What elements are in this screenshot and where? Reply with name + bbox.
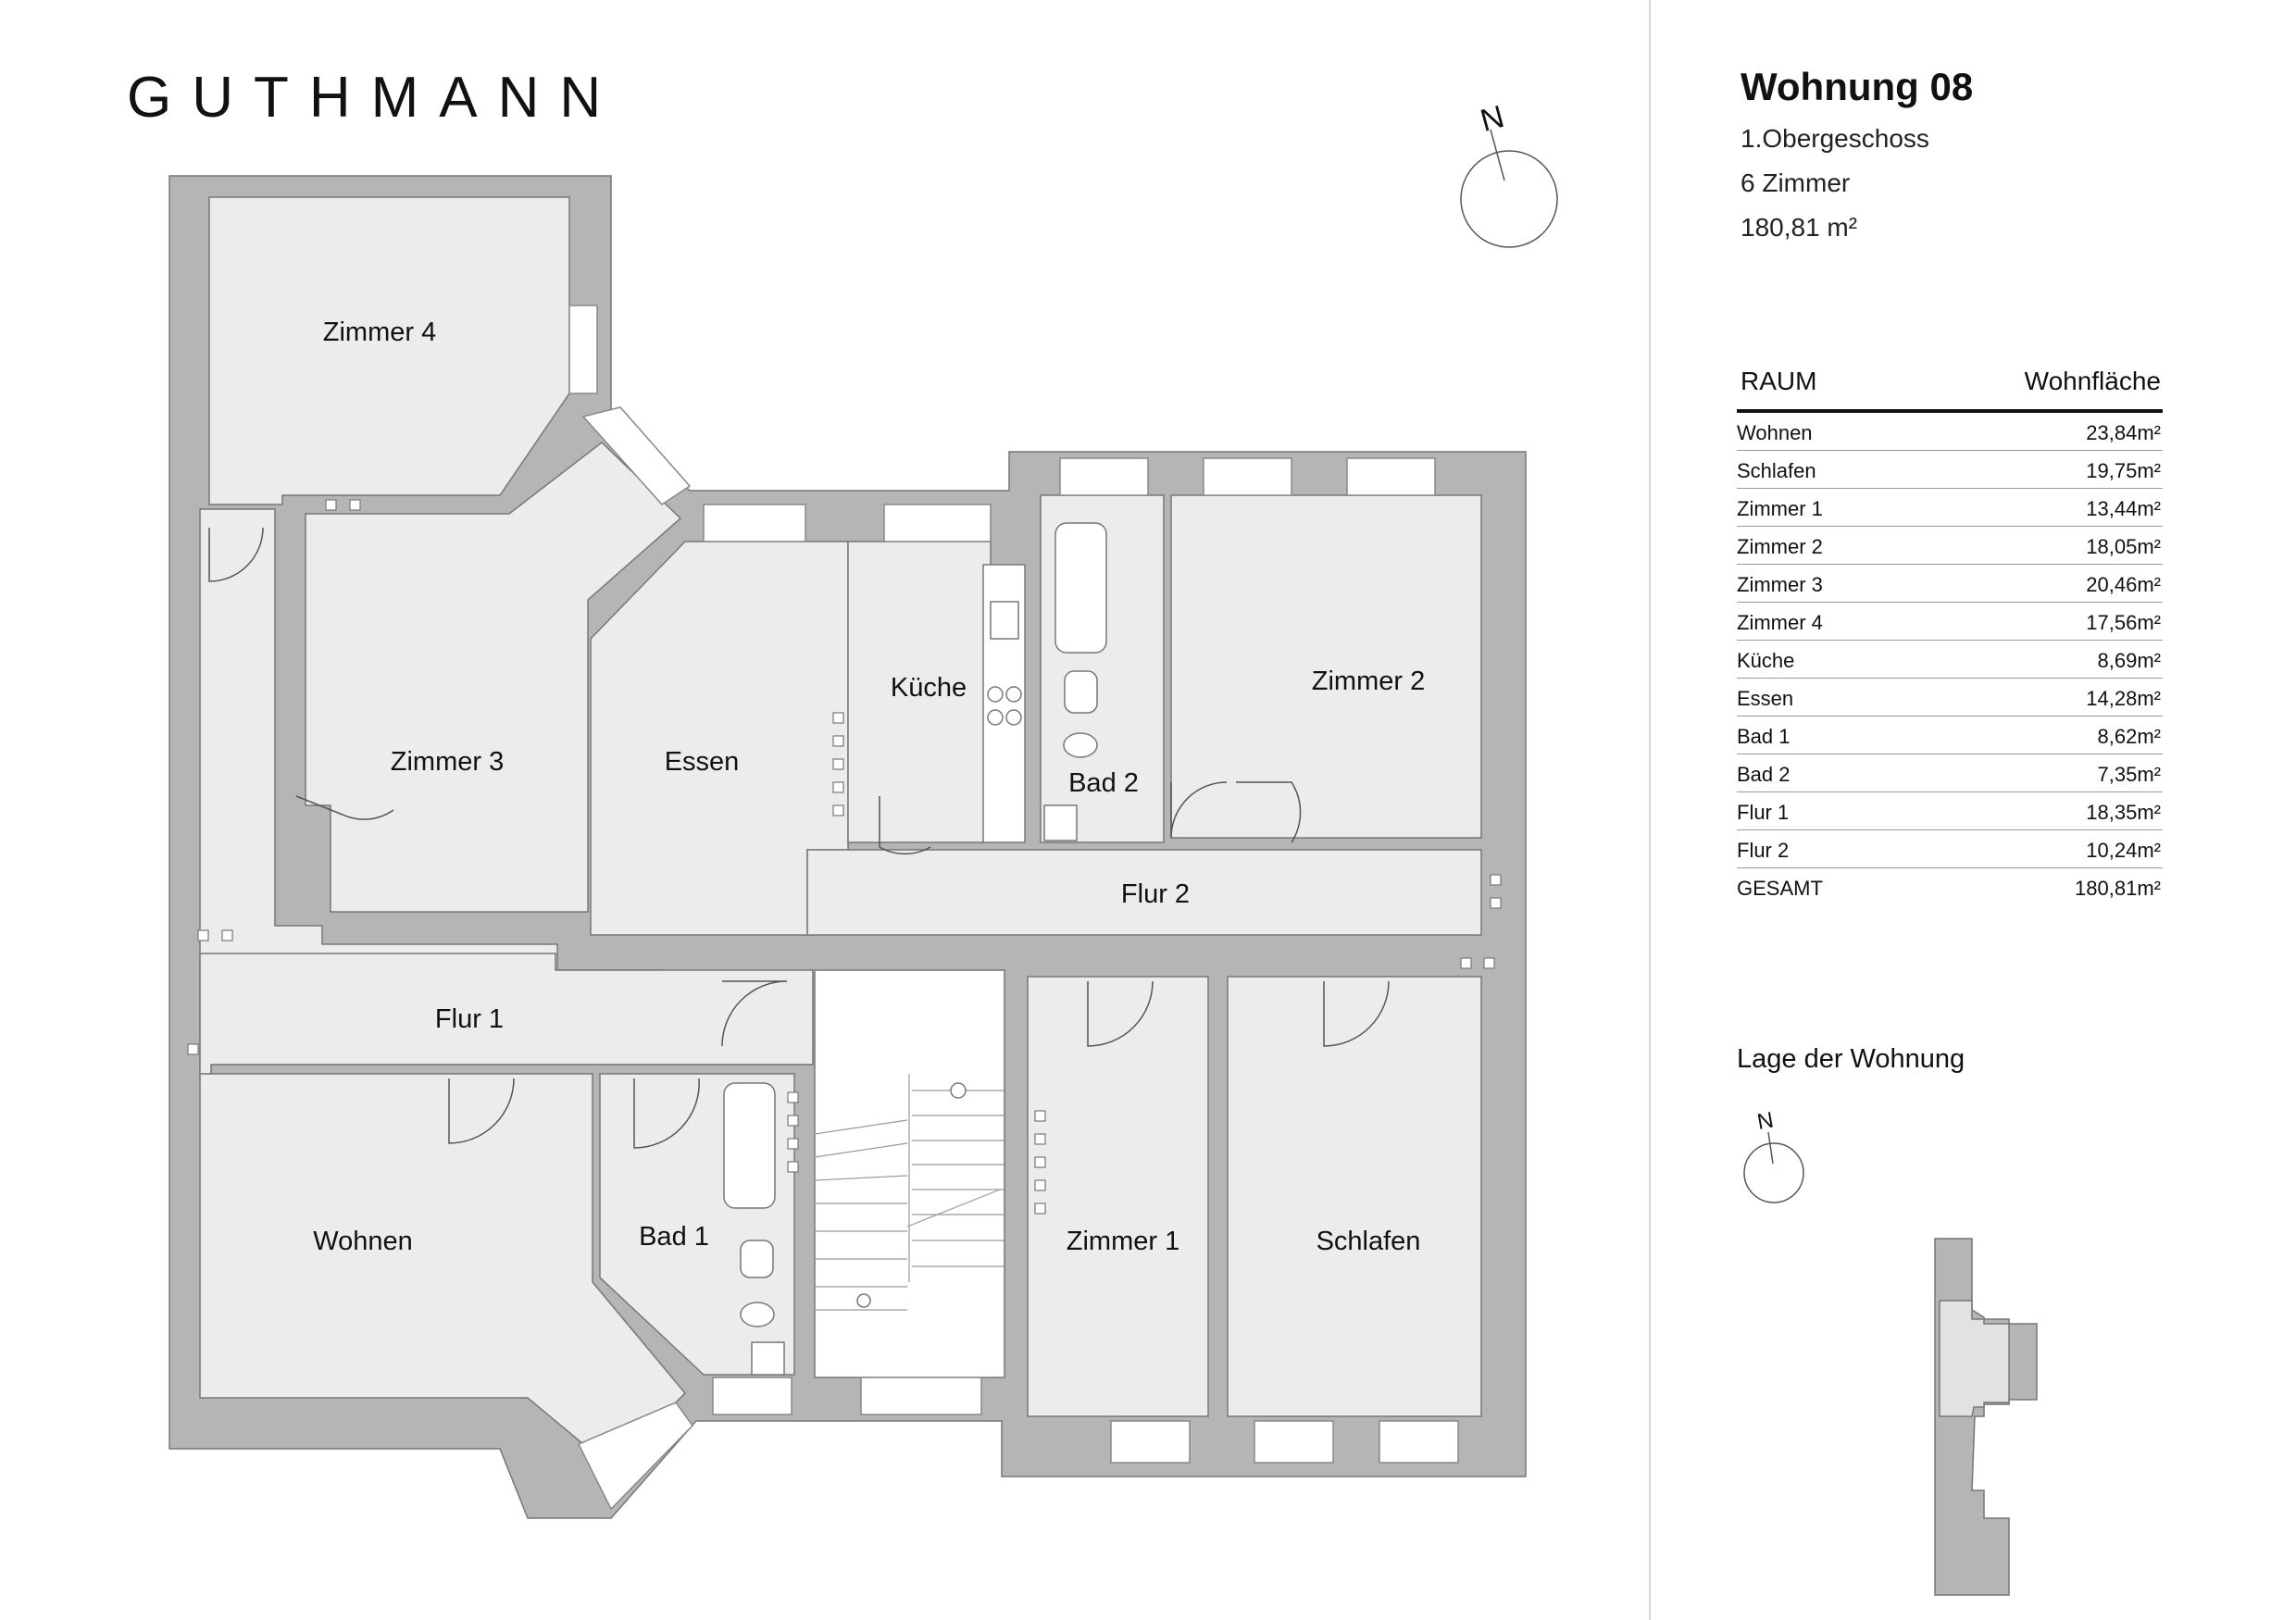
staircase	[815, 970, 1004, 1377]
row-room: Zimmer 4	[1737, 611, 1823, 634]
table-row	[1737, 451, 2163, 489]
label-flur2: Flur 2	[1120, 879, 1191, 909]
room-flur1	[200, 953, 813, 1074]
table-row	[1737, 641, 2163, 679]
table-row	[1737, 754, 2163, 792]
row-area: 14,28m²	[2086, 687, 2161, 710]
apartment-rooms: 6 Zimmer	[1741, 168, 1851, 197]
row-room: Zimmer 2	[1737, 535, 1823, 558]
table-row	[1737, 717, 2163, 754]
row-room: Wohnen	[1737, 421, 1813, 444]
total-label: GESAMT	[1737, 877, 1823, 900]
compass-icon	[1461, 99, 1557, 247]
table-header	[1737, 361, 2163, 413]
apartment-floor: 1.Obergeschoss	[1741, 124, 1929, 153]
table-row	[1737, 565, 2163, 603]
row-room: Schlafen	[1737, 459, 1816, 482]
label-zimmer1: Zimmer 1	[1066, 1227, 1180, 1256]
building-outline	[1935, 1239, 2037, 1595]
row-room: Bad 2	[1737, 763, 1791, 786]
row-area: 18,35m²	[2086, 801, 2161, 824]
row-area: 18,05m²	[2086, 535, 2161, 558]
location-north-label: N	[1755, 1107, 1776, 1135]
row-area: 8,69m²	[2097, 649, 2161, 672]
location-title: Lage der Wohnung	[1737, 1044, 1965, 1074]
col-room-header: RAUM	[1741, 367, 1817, 395]
apartment-area: 180,81 m²	[1741, 213, 1858, 242]
label-zimmer2: Zimmer 2	[1311, 667, 1426, 696]
row-room: Bad 1	[1737, 725, 1791, 748]
row-room: Flur 2	[1737, 839, 1790, 862]
table-total-row	[1737, 868, 2163, 905]
row-room: Zimmer 3	[1737, 573, 1823, 596]
area-table	[1737, 361, 2163, 905]
row-area: 7,35m²	[2097, 763, 2161, 786]
row-area: 17,56m²	[2086, 611, 2161, 634]
location-map	[1731, 1097, 2157, 1615]
table-row	[1737, 792, 2163, 830]
table-row	[1737, 603, 2163, 641]
total-area: 180,81m²	[2075, 877, 2161, 900]
brand-logo: GUTHMANN	[127, 66, 622, 130]
col-area-header: Wohnfläche	[2024, 367, 2161, 395]
row-area: 19,75m²	[2086, 459, 2161, 482]
label-kueche: Küche	[890, 673, 967, 703]
label-bad1: Bad 1	[639, 1222, 709, 1252]
label-zimmer3: Zimmer 3	[390, 747, 505, 777]
table-row	[1737, 489, 2163, 527]
room-zimmer1	[1028, 977, 1208, 1416]
row-room: Essen	[1737, 687, 1794, 710]
row-area: 23,84m²	[2086, 421, 2161, 444]
table-row	[1737, 679, 2163, 717]
label-essen: Essen	[664, 747, 740, 777]
apartment-title: Wohnung 08	[1741, 65, 1974, 108]
compass-north-label: N	[1477, 98, 1508, 139]
label-wohnen: Wohnen	[313, 1227, 413, 1256]
location-compass-icon	[1744, 1107, 1803, 1203]
row-area: 8,62m²	[2097, 725, 2161, 748]
table-row	[1737, 527, 2163, 565]
row-room: Küche	[1737, 649, 1795, 672]
label-bad2: Bad 2	[1068, 768, 1139, 798]
label-zimmer4: Zimmer 4	[322, 318, 437, 347]
table-row	[1737, 830, 2163, 868]
label-flur1: Flur 1	[434, 1004, 505, 1034]
row-room: Zimmer 1	[1737, 497, 1823, 520]
row-area: 10,24m²	[2086, 839, 2161, 862]
row-area: 13,44m²	[2086, 497, 2161, 520]
row-room: Flur 1	[1737, 801, 1790, 824]
room-schlafen	[1228, 977, 1481, 1416]
divider	[1649, 0, 1651, 1620]
label-schlafen: Schlafen	[1316, 1227, 1421, 1256]
room-zimmer4	[209, 197, 569, 505]
row-area: 20,46m²	[2086, 573, 2161, 596]
table-row	[1737, 413, 2163, 451]
